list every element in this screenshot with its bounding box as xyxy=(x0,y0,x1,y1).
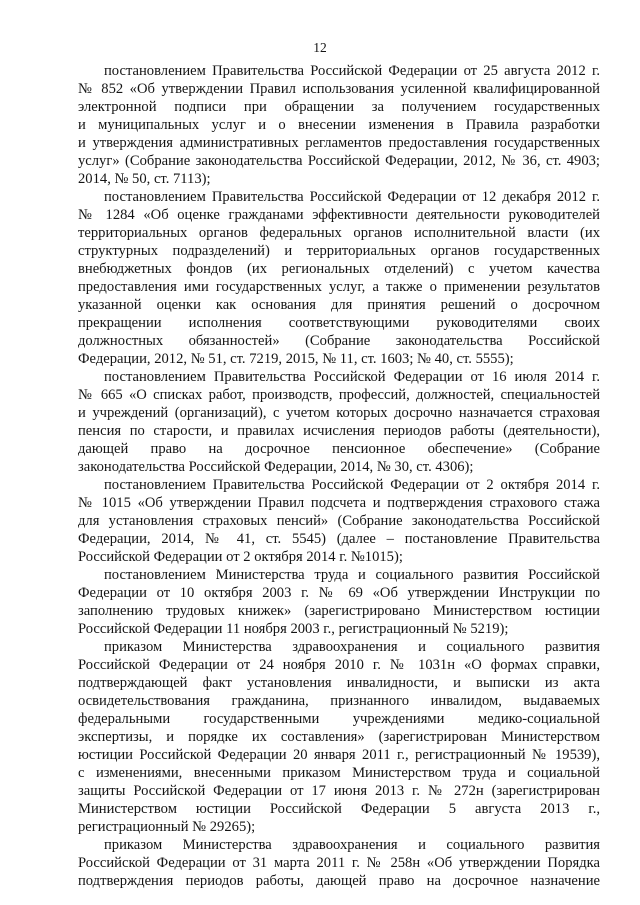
text-line: должностных обязанностей» (Собрание законодательства Российской xyxy=(78,333,600,349)
text-line: экспертизы, и порядке их составления» (зарегистрирован Министерством xyxy=(78,729,600,745)
text-line: постановлением Правительства Российской Федерации от 2 октября 2014 г. xyxy=(104,477,600,493)
text-line: прекращении исполнения соответствующими руководителями своих xyxy=(78,315,600,331)
text-line: № 665 «О списках работ, производств, профессий, должностей, специальностей xyxy=(78,387,600,403)
text-line: Министерством юстиции Российской Федерации 5 августа 2013 г., xyxy=(78,801,600,817)
text-line: приказом Министерства здравоохранения и социального развития xyxy=(104,837,600,853)
text-line: услуг» (Собрание законодательства Российской Федерации, 2012, № 36, ст. 4903; xyxy=(78,153,600,169)
text-line: Федерации, 2012, № 51, ст. 7219, 2015, № 11, ст. 1603; № 40, ст. 5555); xyxy=(78,351,514,367)
text-line: постановлением Министерства труда и социального развития Российской xyxy=(104,567,600,583)
text-line: защиты Российской Федерации от 17 июня 2013 г. № 272н (зарегистрирован xyxy=(78,783,600,799)
text-line: и учреждений (организаций), с учетом которых досрочно назначается страховая xyxy=(78,405,600,421)
text-line: указанной оценки как основания для принятия решений о досрочном xyxy=(78,297,600,313)
text-line: и муниципальных услуг и о внесении изменения в Правила разработки xyxy=(78,117,600,133)
text-line: законодательства Российской Федерации, 2014, № 30, ст. 4306); xyxy=(78,459,474,475)
text-line: № 1015 «Об утверждении Правил подсчета и подтверждения страхового стажа xyxy=(78,495,600,511)
text-line: с изменениями, внесенными приказом Министерством труда и социальной xyxy=(78,765,600,781)
text-line: № 1284 «Об оценке гражданами эффективности деятельности руководителей xyxy=(78,207,600,223)
text-line: Российской Федерации от 24 ноября 2010 г. № 1031н «О формах справки, xyxy=(78,657,600,673)
page-number: 12 xyxy=(313,40,327,55)
text-line: постановлением Правительства Российской Федерации от 16 июля 2014 г. xyxy=(104,369,600,385)
text-line: пенсия по старости, и правилах исчисления периодов работы (деятельности), xyxy=(78,423,600,439)
text-line: внебюджетных фондов (их региональных отделений) с учетом качества xyxy=(78,261,600,277)
text-line: № 852 «Об утверждении Правил использования усиленной квалифицированной xyxy=(78,81,600,97)
text-line: и утверждения административных регламентов предоставления государственных xyxy=(78,135,600,151)
text-line: постановлением Правительства Российской Федерации от 12 декабря 2012 г. xyxy=(104,189,600,205)
text-line: заполнению трудовых книжек» (зарегистрировано Министерством юстиции xyxy=(78,603,600,619)
text-line: предоставления ими государственных услуг, а также о применении результатов xyxy=(78,279,600,295)
text-line: Российской Федерации от 2 октября 2014 г. №1015); xyxy=(78,549,403,565)
text-line: Федерации от 10 октября 2003 г. № 69 «Об утверждении Инструкции по xyxy=(78,585,600,601)
text-line: Российской Федерации от 31 марта 2011 г. № 258н «Об утверждении Порядка xyxy=(78,855,600,871)
text-line: юстиции Российской Федерации 20 января 2011 г., регистрационный № 19539), xyxy=(78,747,600,763)
text-line: постановлением Правительства Российской Федерации от 25 августа 2012 г. xyxy=(104,63,600,79)
text-line: 2014, № 50, ст. 7113); xyxy=(78,171,211,187)
text-line: дающей право на досрочное пенсионное обеспечение» (Собрание xyxy=(78,441,600,457)
text-line: подтверждения периодов работы, дающей право на досрочное назначение xyxy=(78,873,600,889)
text-line: Федерации, 2014, № 41, ст. 5545) (далее – постановление Правительства xyxy=(78,531,600,547)
text-line: федеральными государственными учреждениями медико-социальной xyxy=(78,711,600,727)
text-line: подтверждающей факт установления инвалидности, и выписки из акта xyxy=(78,675,600,691)
text-line: регистрационный № 29265); xyxy=(78,819,256,835)
text-line: приказом Министерства здравоохранения и социального развития xyxy=(104,639,600,655)
text-line: структурных подразделений) и территориальных органов государственных xyxy=(78,243,600,259)
text-line: электронной подписи при обращении за получением государственных xyxy=(78,99,600,115)
text-line: для установления страховых пенсий» (Собрание законодательства Российской xyxy=(78,513,600,529)
text-line: освидетельствования гражданина, признанного инвалидом, выдаваемых xyxy=(78,693,600,709)
text-line: территориальных органов федеральных органов исполнительной власти (их xyxy=(78,225,600,241)
text-line: Российской Федерации 11 ноября 2003 г., регистрационный № 5219); xyxy=(78,621,509,637)
